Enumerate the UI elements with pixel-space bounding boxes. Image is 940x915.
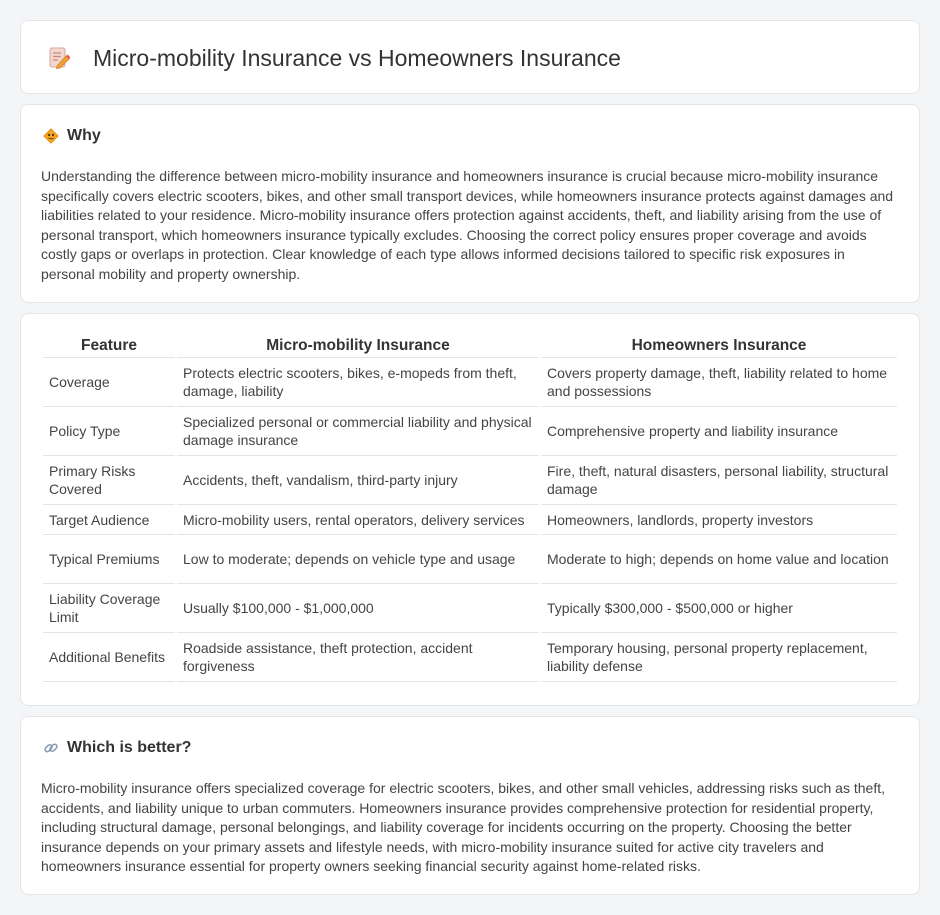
feature-cell: Target Audience	[43, 505, 175, 535]
better-title: Which is better?	[67, 739, 192, 756]
micro-mobility-cell: Low to moderate; depends on vehicle type and usage	[177, 535, 539, 584]
document-pencil-icon	[47, 46, 71, 70]
homeowners-cell: Moderate to high; depends on home value and location	[541, 535, 897, 584]
micro-mobility-cell: Accidents, theft, vandalism, third-party injury	[177, 456, 539, 505]
homeowners-cell: Temporary housing, personal property replacement, liability defense	[541, 633, 897, 682]
table-header-row	[43, 336, 897, 358]
comparison-section	[20, 313, 920, 706]
feature-cell: Typical Premiums	[43, 535, 175, 584]
why-title: Why	[67, 127, 101, 144]
which-is-better-section	[20, 716, 920, 895]
table-row	[43, 584, 897, 633]
homeowners-cell: Comprehensive property and liability insurance	[541, 407, 897, 456]
column-header-micro-mobility: Micro-mobility Insurance	[177, 336, 539, 358]
homeowners-cell: Fire, theft, natural disasters, personal liability, structural damage	[541, 456, 897, 505]
why-text: Understanding the difference between micro-mobility insurance and homeowners insurance is crucial because micro-mobility insurance specifically covers electric scooters, bikes, and other small transport devices, while homeowners insurance protects against damages and liabilities related to your residence. Micro-mobility insurance offers protection against accidents, theft, and liability arising from the use of personal transport, which homeowners insurance typically excludes. Choosing the correct policy ensures proper coverage and avoids costly gaps or overlaps in protection. Clear knowledge of each type allows informed decisions tailored to specific risk exposures in personal mobility and property ownership.	[41, 168, 894, 282]
link-icon	[43, 740, 59, 756]
homeowners-cell: Homeowners, landlords, property investors	[541, 505, 897, 535]
homeowners-cell: Covers property damage, theft, liability related to home and possessions	[541, 358, 897, 407]
comparison-table	[41, 336, 899, 682]
feature-cell: Primary Risks Covered	[43, 456, 175, 505]
micro-mobility-cell: Specialized personal or commercial liability and physical damage insurance	[177, 407, 539, 456]
table-row	[43, 456, 897, 505]
diamond-sign-icon	[43, 128, 59, 144]
feature-cell: Coverage	[43, 358, 175, 407]
table-row	[43, 535, 897, 584]
table-row	[43, 633, 897, 682]
column-header-homeowners: Homeowners Insurance	[541, 336, 897, 358]
table-row	[43, 505, 897, 535]
micro-mobility-cell: Micro-mobility users, rental operators, delivery services	[177, 505, 539, 535]
micro-mobility-cell: Protects electric scooters, bikes, e-mopeds from theft, damage, liability	[177, 358, 539, 407]
table-row	[43, 358, 897, 407]
feature-cell: Policy Type	[43, 407, 175, 456]
micro-mobility-cell: Roadside assistance, theft protection, accident forgiveness	[177, 633, 539, 682]
micro-mobility-cell: Usually $100,000 - $1,000,000	[177, 584, 539, 633]
column-header-feature: Feature	[43, 336, 175, 358]
why-section	[20, 104, 920, 303]
better-heading	[43, 739, 191, 757]
feature-cell: Liability Coverage Limit	[43, 584, 175, 633]
better-text: Micro-mobility insurance offers specialized coverage for electric scooters, bikes, and other small vehicles, addressing risks such as theft, accidents, and liability unique to urban commuters. Homeowners insurance provides comprehensive protection for residential property, including structural damage, personal belongings, and liability coverage for incidents occurring on the property. Choosing the better insurance depends on your primary assets and lifestyle needs, with micro-mobility insurance suited for active city travelers and homeowners insurance essential for property owners seeking financial security against home-related risks.	[41, 780, 885, 874]
homeowners-cell: Typically $300,000 - $500,000 or higher	[541, 584, 897, 633]
header-card	[20, 20, 920, 94]
feature-cell: Additional Benefits	[43, 633, 175, 682]
why-heading	[43, 127, 101, 145]
table-row	[43, 407, 897, 456]
page-title: Micro-mobility Insurance vs Homeowners Insurance	[93, 45, 621, 71]
